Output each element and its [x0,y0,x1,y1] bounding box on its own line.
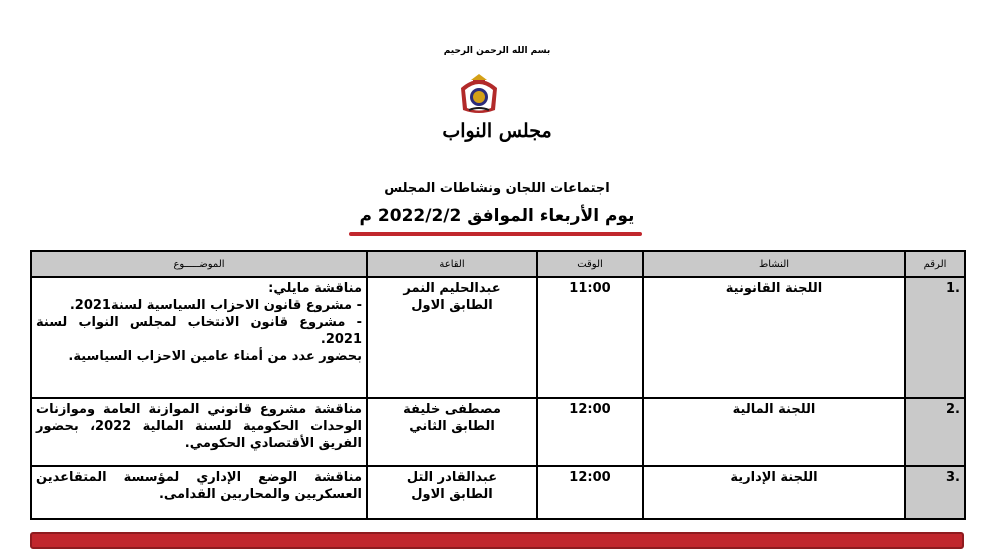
topic-line: - مشروع قانون الاحزاب السياسية لسنة2021. [69,298,362,313]
row-hall [367,466,537,519]
row-time: 11:00 [537,277,643,398]
row-number: .1 [905,277,965,398]
header-number: الرقم [905,251,965,277]
header-hall: القاعة [367,251,537,277]
header-topic: الموضـــــوع [31,251,367,277]
hall-name: عبدالقادر التل [406,470,498,485]
table-header-row [31,251,965,277]
topic-line: - مشروع قانون الانتخاب لمجلس النواب لسنة 2021. [36,315,362,347]
topic-line: بحضور عدد من أمناء عامين الاحزاب السياسية. [68,349,362,364]
row-hall [367,277,537,398]
hall-floor: الطابق الثاني [409,419,495,434]
schedule-table [30,250,966,520]
council-name: مجلس النواب [442,120,552,142]
table-row [31,277,965,398]
footer-bar [30,532,964,549]
jordan-coat-of-arms-icon [455,70,503,118]
hall-name: مصطفى خليفة [403,402,501,417]
row-activity: اللجنة المالية [643,398,905,466]
basmala: بسم الله الرحمن الرحيم [443,46,551,56]
row-topic: مناقشة مشروع قانوني الموازنة العامة وموازنات الوحدات الحكومية للسنة المالية 2022، بحضور الفريق الأقتصادي الحكومي. [31,398,367,466]
row-time: 12:00 [537,466,643,519]
hall-name: عبدالحليم النمر [403,281,501,296]
date-underline [349,232,642,236]
row-topic [31,277,367,398]
hall-floor: الطابق الاول [411,298,493,313]
table-row [31,398,965,466]
header-time: الوقت [537,251,643,277]
document-subtitle: اجتماعات اللجان ونشاطات المجلس [384,181,610,196]
row-hall [367,398,537,466]
header-activity: النشاط [643,251,905,277]
row-activity: اللجنة القانونية [643,277,905,398]
table-row [31,466,965,519]
row-activity: اللجنة الإدارية [643,466,905,519]
row-number: .3 [905,466,965,519]
topic-line: مناقشة مايلي: [268,281,362,296]
row-number: .2 [905,398,965,466]
hall-floor: الطابق الاول [411,487,493,502]
row-time: 12:00 [537,398,643,466]
date-line: يوم الأربعاء الموافق 2022/2/2 م [359,206,635,226]
row-topic: مناقشة الوضع الإداري لمؤسسة المتقاعدين العسكريين والمحاربين القدامى. [31,466,367,519]
